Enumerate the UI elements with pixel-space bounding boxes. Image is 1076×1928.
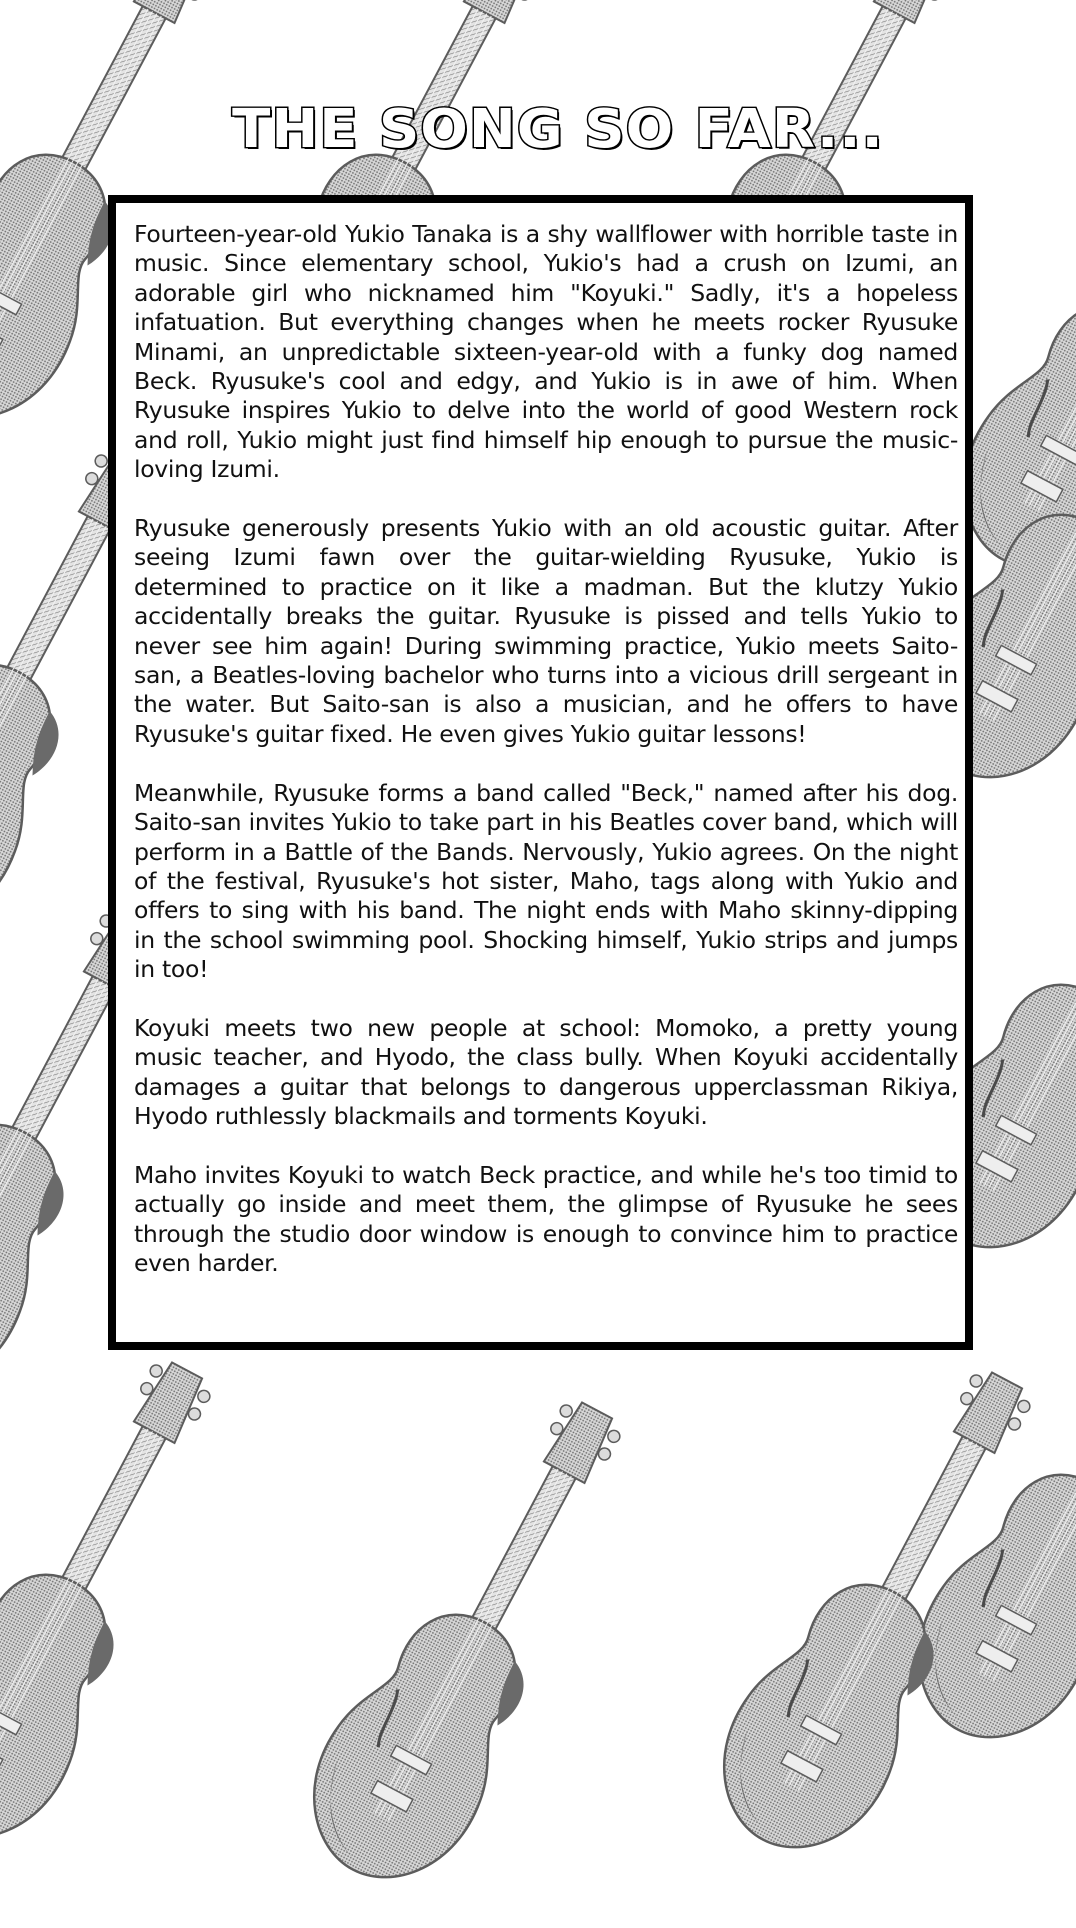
- recap-paragraph: Fourteen-year-old Yukio Tanaka is a shy wallflower with horrible taste in music. Since elementary school, Yukio's had a crush on Izumi, an adorable girl who nicknamed him "Koyuki." Sadly, it's a hopeless infatuation. But everything changes when he meets rocker Ryusuke Minami, an unpredictable sixteen-year-old with a funky dog named Beck. Ryusuke's cool and edgy, and Yukio is in awe of him. When Ryusuke inspires Yukio to delve into the world of good Western rock and roll, Yukio might just find himself hip enough to pursue the music-loving Izumi.: [134, 220, 958, 484]
- recap-box: [108, 195, 973, 1350]
- guitar-icon: [0, 1312, 284, 1887]
- guitar-icon: [256, 1352, 695, 1927]
- recap-paragraph: Maho invites Koyuki to watch Beck practice, and while he's too timid to actually go inside and meet them, the glimpse of Ryusuke he sees through the studio door window is enough to convince him to practice even harder.: [134, 1160, 958, 1278]
- page-title: THE SONG SO FAR...: [232, 98, 884, 161]
- recap-paragraph: Ryusuke generously presents Yukio with an old acoustic guitar. After seeing Izumi fawn over the guitar-wielding Ryusuke, Yukio is determined to practice on it like a madman. But the klutzy Yukio accidentally breaks the guitar. Ryusuke is pissed and tells Yukio to never see him again! During swimming practice, Yukio meets Saito-san, a Beatles-loving bachelor who turns into a vicious drill sergeant in the water. But Saito-san is also a musician, and he offers to have Ryusuke's guitar fixed. He even gives Yukio guitar lessons!: [134, 514, 958, 748]
- recap-text: [134, 220, 958, 1308]
- recap-paragraph: Meanwhile, Ryusuke forms a band called "Beck," named after his dog. Saito-san invites Yukio to take part in his Beatles cover band, which will perform in a Battle of the Bands. Nervously, Yukio agrees. On the night of the festival, Ryusuke's hot sister, Maho, tags along with Yukio and offers to sing with his band. The night ends with Maho skinny-dipping in the school swimming pool. Shocking himself, Yukio strips and jumps in too!: [134, 778, 958, 984]
- recap-paragraph: Koyuki meets two new people at school: Momoko, a pretty young music teacher, and Hyodo, the class bully. When Koyuki accidentally damages a guitar that belongs to dangerous upperclassman Rikiya, Hyodo ruthlessly blackmails and torments Koyuki.: [134, 1013, 958, 1131]
